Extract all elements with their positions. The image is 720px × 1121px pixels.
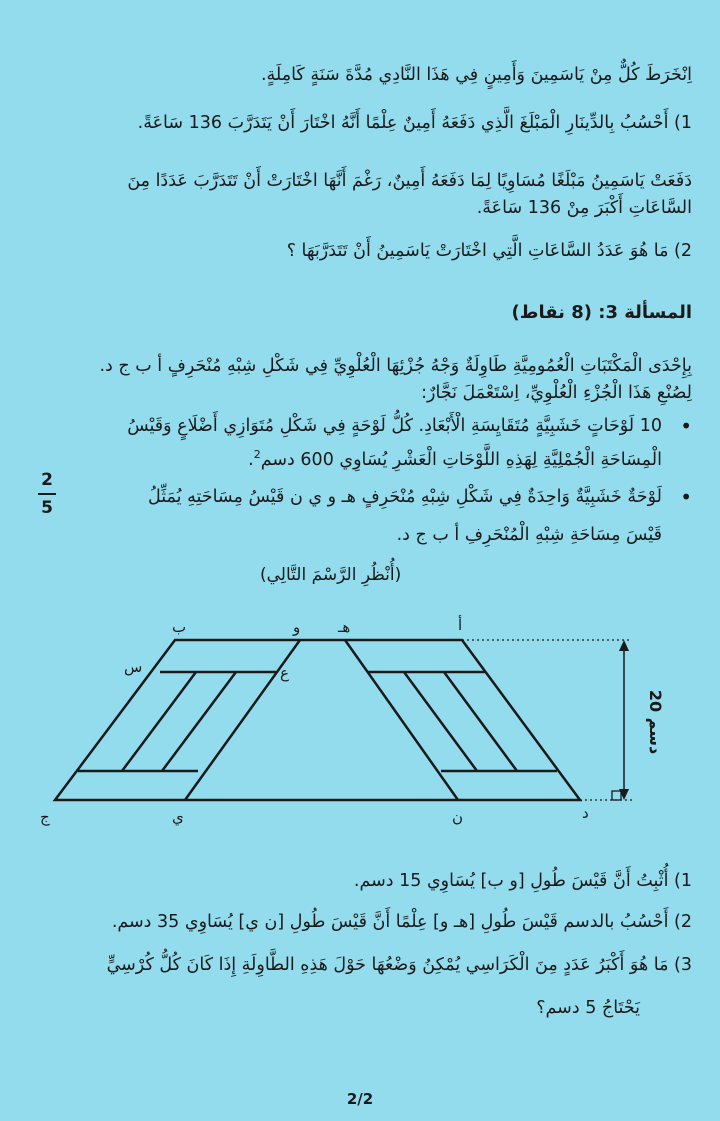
label-b: ب (172, 618, 187, 636)
sub-question-2: 2) أَحْسُبُ بالدسم قَيْسَ طُولِ [هـ و] عِلْمًا أَنَّ قَيْسَ طُولِ [ن ي] يُسَاوِي 35 دسم. (111, 912, 692, 932)
intro-text: اِنْخَرَطَ كُلٌّ مِنْ يَاسَمِينَ وَأَمِينٍ فِي هَذَا النَّادِي مُدَّةَ سَنَةٍ كَامِلَةٍ. (260, 65, 692, 85)
left-divider-1 (122, 672, 196, 771)
left-divider-2 (162, 672, 236, 771)
label-s: س (124, 658, 143, 676)
right-angle-mark (612, 791, 621, 800)
bullet-1-text: الْمِسَاحَةِ الْجُمْلِيَّةِ لِهَذِهِ اللَّوْحَاتِ الْعَشْرِ يُسَاوِي 600 دسم (260, 449, 662, 470)
label-n: ن (452, 808, 464, 826)
label-e: ع (280, 664, 289, 682)
fraction-numerator: 2 (41, 470, 53, 490)
label-h: هـ (338, 618, 351, 636)
area-exponent: 2 (253, 448, 261, 461)
problem-3-title: المسألة 3: (8 نقاط) (511, 302, 692, 323)
right-divider-2 (444, 672, 517, 771)
question-1: 1) أَحْسُبُ بِالدِّينَارِ الْمَبْلَغَ الَّذِي دَفَعَهُ أَمِينٌ عِلْمًا أَنَّهُ اخْتَارَ أَنْ يَتَدَرَّبَ 136 سَاعَةً. (137, 113, 692, 133)
paragraph-2-line-2: السَّاعَاتِ أَكْبَرَ مِنْ 136 سَاعَةً. (476, 198, 692, 218)
question-2: 2) مَا هُوَ عَدَدُ السَّاعَاتِ الَّتِي اخْتَارَتْ يَاسَمِينُ أَنْ تَتَدَرَّبَهَا ؟ (286, 241, 692, 261)
label-c: ج (40, 808, 50, 826)
bullet-1-line-2: الْمِسَاحَةِ الْجُمْلِيَّةِ لِهَذِهِ اللَّوْحَاتِ الْعَشْرِ يُسَاوِي 600 دسم$^2$. (248, 448, 662, 470)
sub-question-3-line-2: يَحْتَاجُ 5 دسم؟ (536, 998, 640, 1018)
label-d: د (582, 804, 589, 822)
fraction-denominator: 5 (41, 498, 53, 518)
paragraph-2-line-1: دَفَعَتْ يَاسَمِينُ مَبْلَغًا مُسَاوِيًا لِمَا دَفَعَهُ أَمِينٌ، رَغْمَ أَنَّهَا اخْتَارَتْ أَنْ تَتَدَرَّبَ عَدَدًا مِنَ (127, 171, 692, 191)
problem-3-line-2: لِصُنْعِ هَذَا الْجُزْءِ الْعُلْوِيِّ، اِسْتَعْمَلَ نَجَّارٌ: (421, 383, 692, 403)
problem-3-line-1: بِإِحْدَى الْمَكْتَبَاتِ الْعُمُومِيَّةِ طَاوِلَةٌ وَجْهُ جُزْئِهَا الْعُلْوِيِّ فِي شَكْلِ شِبْهِ مُنْحَرِفٍ أ ب ج د. (99, 356, 692, 376)
bullet-1-line-1: • 10 لَوْحَاتٍ خَشَبِيَّةٍ مُتَقَايِسَةِ الْأَبْعَادِ. كُلُّ لَوْحَةٍ فِي شَكْلِ مُتَوَازِي أَضْلَاعٍ وَقَيْسُ (127, 416, 662, 436)
height-label: 20 دسم (646, 689, 665, 755)
segment-h-n (345, 640, 458, 800)
sub-question-3-line-1: 3) مَا هُوَ أَكْبَرُ عَدَدٍ مِنَ الْكَرَاسِي يُمْكِنُ وَضْعُهَا حَوْلَ هَذِهِ الطَّاوِلَةِ إِذَا كَانَ كُلُّ كُرْسِيٍّ (106, 955, 692, 975)
figure-caption: (أُنْظُرِ الرَّسْمَ التَّالِي) (260, 565, 402, 585)
bullet-2-line-1: • لَوْحَةٌ خَشَبِيَّةٌ وَاحِدَةٌ فِي شَكْلِ شِبْهِ مُنْحَرِفٍ هـ و ي ن قَيْسُ مِسَاحَتِهِ يُمَثِّلُ (148, 487, 662, 507)
bullet-2-line-2: قَيْسَ مِسَاحَةِ شِبْهِ الْمُنْحَرِفِ أ ب ج د. (396, 525, 662, 545)
label-y: ي (172, 808, 184, 826)
right-divider-1 (404, 672, 477, 771)
label-w: و (293, 618, 301, 636)
label-a: أ (458, 616, 463, 634)
sub-question-1: 1) أُثْبِتُ أَنَّ قَيْسَ طُولِ [و ب] يُسَاوِي 15 دسم. (353, 871, 692, 891)
page-number: 2/2 (346, 1090, 374, 1108)
height-arrow-up (619, 640, 629, 651)
